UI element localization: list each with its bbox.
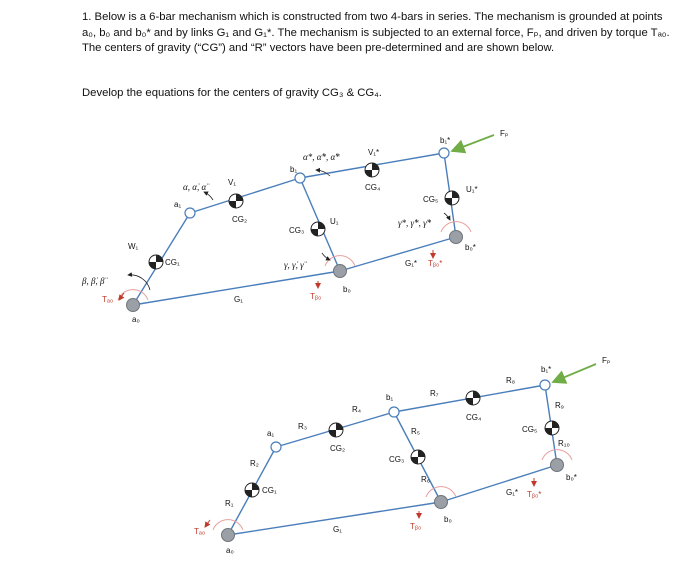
top-a1-label: a₁ — [174, 200, 182, 209]
bottom-r7-label: R₇ — [430, 389, 439, 398]
top-cg2-label: CG₂ — [232, 215, 248, 224]
bottom-r9-label: R₉ — [555, 401, 564, 410]
top-cg3-label: CG₃ — [289, 226, 305, 235]
top-ground-a0 — [127, 299, 140, 312]
top-b0s-label: b₀* — [465, 243, 476, 252]
top-cg2-icon — [229, 194, 243, 208]
bottom-cg4-label: CG₄ — [466, 413, 482, 422]
bottom-cg2-icon — [329, 423, 343, 437]
bottom-mechanism — [194, 356, 610, 555]
top-v1-label: V₁ — [228, 178, 237, 187]
top-u1s-label: U₁* — [466, 185, 478, 194]
bottom-a1-label: a₁ — [267, 429, 275, 438]
bottom-tb0s-label: Tᵦ₀* — [527, 490, 542, 499]
bottom-b1s-label: b₁* — [541, 365, 552, 374]
bottom-r10-label: R₁₀ — [558, 439, 570, 448]
bottom-cg2-label: CG₂ — [330, 444, 346, 453]
top-alpha-star-label: α*, α̇*, α̈* — [303, 152, 340, 162]
problem-text: 1. Below is a 6-bar mechanism which is constructed from two 4-bars in series. The mechanism is grounded at points a₀, b₀ and b₀* and by links G₁ and G₁*. The mechanism is subjected to an external force, Fₚ, and driven by torque Tₐ₀. The centers of gravity (“CG”) and “R” vectors have been pre-determined and are shown below. — [82, 11, 670, 54]
top-ta0-label: Tₐ₀ — [102, 295, 114, 304]
top-gamma-label: γ, γ̇, γ̈ — [284, 260, 304, 270]
top-w1-label: W₁ — [128, 242, 139, 251]
bottom-tb0-label: Tᵦ₀ — [410, 522, 422, 531]
bottom-cg3-label: CG₃ — [389, 455, 405, 464]
bottom-ground-a0 — [222, 529, 235, 542]
bottom-cg4-icon — [466, 391, 480, 405]
top-ground-b0 — [334, 265, 347, 278]
top-u1-label: U₁ — [330, 217, 339, 226]
bottom-joint-a1 — [271, 442, 281, 452]
top-b0-label: b₀ — [343, 285, 351, 294]
top-cg1-icon — [149, 255, 163, 269]
top-force-fp-icon — [452, 135, 494, 151]
bottom-r8-label: R₈ — [506, 376, 516, 385]
bottom-b1-label: b₁ — [386, 393, 394, 402]
bottom-g1s-label: G₁* — [506, 488, 519, 497]
bottom-fp-label: Fₚ — [602, 356, 611, 365]
bottom-joint-b1s — [540, 380, 550, 390]
top-cg3-icon — [311, 222, 325, 236]
top-alpha-arc — [204, 192, 213, 200]
top-joint-b1s — [439, 148, 449, 158]
top-a0-label: a₀ — [132, 315, 140, 324]
top-gamma-star-label: γ*, γ̇*, γ̈* — [398, 218, 432, 228]
bottom-r6-label: R₆ — [421, 475, 431, 484]
top-link-v1 — [190, 178, 300, 213]
bottom-g1-label: G₁ — [333, 525, 342, 534]
top-tb0s-label: Tᵦ₀* — [428, 259, 443, 268]
top-cg5-icon — [445, 191, 459, 205]
bottom-r2-label: R₂ — [250, 459, 259, 468]
bottom-b0s-label: b₀* — [566, 473, 577, 482]
top-v1s-label: V₁* — [368, 148, 380, 157]
top-beta-arc — [128, 275, 150, 290]
bottom-cg3-icon — [411, 450, 425, 464]
bottom-r5-label: R₅ — [411, 427, 420, 436]
bottom-r4-label: R₄ — [352, 405, 362, 414]
top-g1-label: G₁ — [234, 295, 243, 304]
bottom-cg1-icon — [245, 483, 259, 497]
bottom-joint-b1 — [389, 407, 399, 417]
top-fp-label: Fₚ — [500, 129, 509, 138]
top-gamma-arc — [322, 253, 330, 260]
top-alpha-label: α, α̇, α̈ — [183, 182, 207, 192]
bottom-r3-label: R₃ — [298, 422, 308, 431]
bottom-ta0-label: Tₐ₀ — [194, 527, 206, 536]
top-cg1-label: CG₁ — [165, 258, 180, 267]
top-mechanism — [81, 129, 508, 324]
bottom-cg5-icon — [545, 421, 559, 435]
bottom-r1-label: R₁ — [225, 499, 234, 508]
top-ground-b0s — [450, 231, 463, 244]
bottom-cg5-label: CG₅ — [522, 425, 538, 434]
top-joint-b1 — [295, 173, 305, 183]
top-joint-a1 — [185, 208, 195, 218]
top-g1s-label: G₁* — [405, 259, 418, 268]
bottom-ground-b0s — [551, 459, 564, 472]
top-cg4-label: CG₄ — [365, 183, 381, 192]
top-cg4-icon — [365, 163, 379, 177]
bottom-a0-label: a₀ — [226, 546, 234, 555]
bottom-force-fp-icon — [553, 364, 596, 382]
bottom-cg1-label: CG₁ — [262, 486, 277, 495]
top-b1-label: b₁ — [290, 165, 298, 174]
bottom-ground-b0 — [435, 496, 448, 509]
bottom-b0-label: b₀ — [444, 515, 452, 524]
top-cg5-label: CG₅ — [423, 195, 439, 204]
top-beta-label: β, β̇, β̈ — [82, 276, 105, 286]
top-b1s-label: b₁* — [440, 136, 451, 145]
task-statement: Develop the equations for the centers of gravity CG₃ & CG₄. — [82, 87, 382, 99]
bottom-torque-ta0-icon — [205, 520, 210, 527]
top-gamma-star-arc — [444, 213, 450, 220]
top-tb0-label: Tᵦ₀ — [310, 292, 322, 301]
